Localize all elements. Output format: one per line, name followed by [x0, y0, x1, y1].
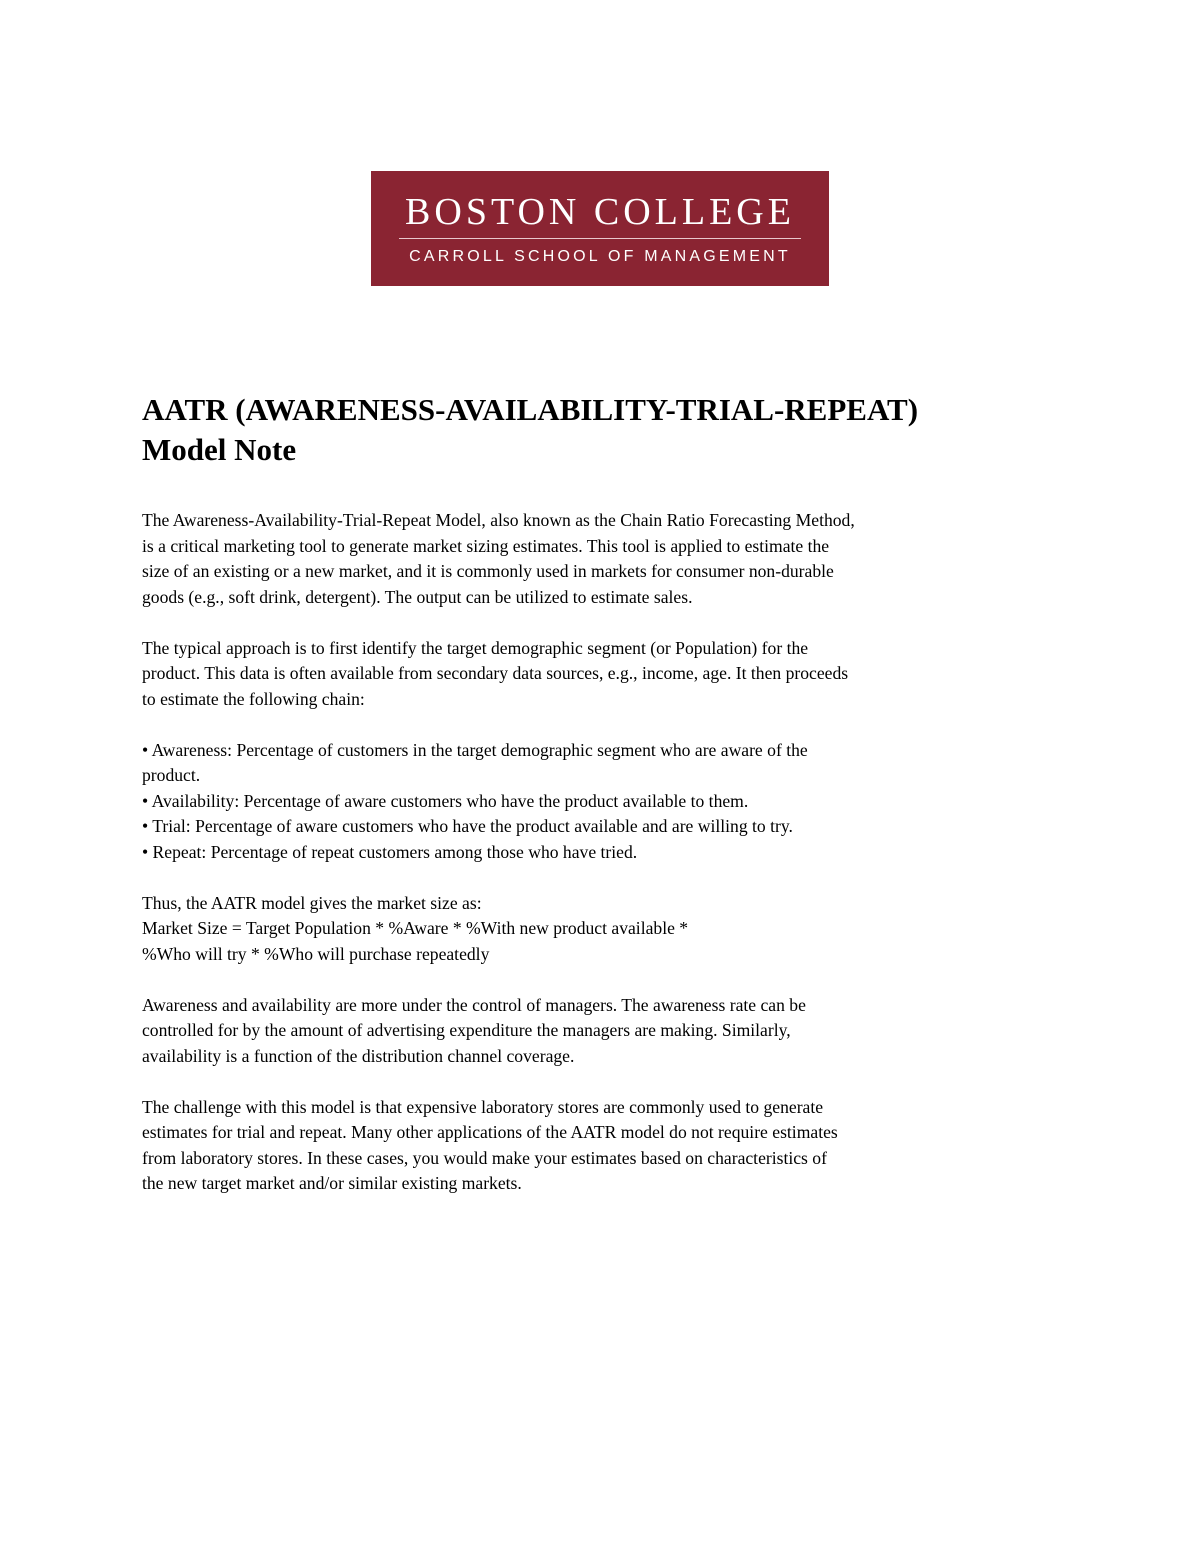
document-title	[142, 390, 1062, 470]
control-paragraph	[142, 993, 1062, 1070]
bullet-item-repeat: • Repeat: Percentage of repeat customers among those who have tried.	[142, 841, 638, 862]
document-body	[142, 390, 1062, 1222]
bullet-item-trial: • Trial: Percentage of aware customers who have the product available and are willing to try.	[142, 816, 793, 836]
text-line: The Awareness-Availability-Trial-Repeat Model, also known as the Chain Ratio Forecasting Method,	[142, 510, 855, 530]
text-line: controlled for by the amount of advertising expenditure the managers are making. Similarly,	[142, 1020, 791, 1040]
title-line-1: AATR (AWARENESS-AVAILABILITY-TRIAL-REPEAT)	[142, 392, 919, 427]
logo-subtitle: CARROLL SCHOOL OF MANAGEMENT	[409, 248, 791, 265]
text-line: size of an existing or a new market, and it is commonly used in markets for consumer non-durable	[142, 561, 834, 581]
text-line: the new target market and/or similar existing markets.	[142, 1173, 522, 1193]
bullet-item-awareness-cont: product.	[142, 765, 201, 785]
approach-paragraph	[142, 636, 1062, 713]
logo-title: BOSTON COLLEGE	[405, 191, 795, 233]
formula-line: Market Size = Target Population * %Aware * %With new product available *	[142, 918, 689, 938]
text-line: from laboratory stores. In these cases, you would make your estimates based on characteristics of	[142, 1147, 827, 1168]
intro-paragraph	[142, 508, 1062, 610]
text-line: Awareness and availability are more under the control of managers. The awareness rate can be	[142, 994, 806, 1015]
text-line: is a critical marketing tool to generate market sizing estimates. This tool is applied to estimate the	[142, 535, 830, 556]
logo-divider	[399, 238, 801, 239]
text-line: availability is a function of the distribution channel coverage.	[142, 1045, 575, 1066]
text-line: to estimate the following chain:	[142, 688, 365, 709]
title-line-2: Model Note	[142, 432, 297, 467]
chain-bullet-list	[142, 738, 1062, 866]
bullet-item-awareness: • Awareness: Percentage of customers in the target demographic segment who are aware of the	[142, 739, 808, 760]
boston-college-logo	[371, 171, 829, 286]
text-line: product. This data is often available from secondary data sources, e.g., income, age. It then proceeds	[142, 663, 849, 683]
challenge-paragraph	[142, 1095, 1062, 1197]
text-line: Thus, the AATR model gives the market size as:	[142, 892, 482, 913]
text-line: The typical approach is to first identify the target demographic segment (or Population) for the	[142, 637, 809, 658]
formula-paragraph	[142, 891, 1062, 968]
bullet-item-availability: • Availability: Percentage of aware customers who have the product available to them.	[142, 790, 749, 811]
text-line: The challenge with this model is that expensive laboratory stores are commonly used to generate	[142, 1096, 824, 1117]
text-line: estimates for trial and repeat. Many other applications of the AATR model do not require estimates	[142, 1122, 838, 1142]
text-line: goods (e.g., soft drink, detergent). The output can be utilized to estimate sales.	[142, 586, 693, 607]
formula-line: %Who will try * %Who will purchase repeatedly	[142, 943, 490, 964]
